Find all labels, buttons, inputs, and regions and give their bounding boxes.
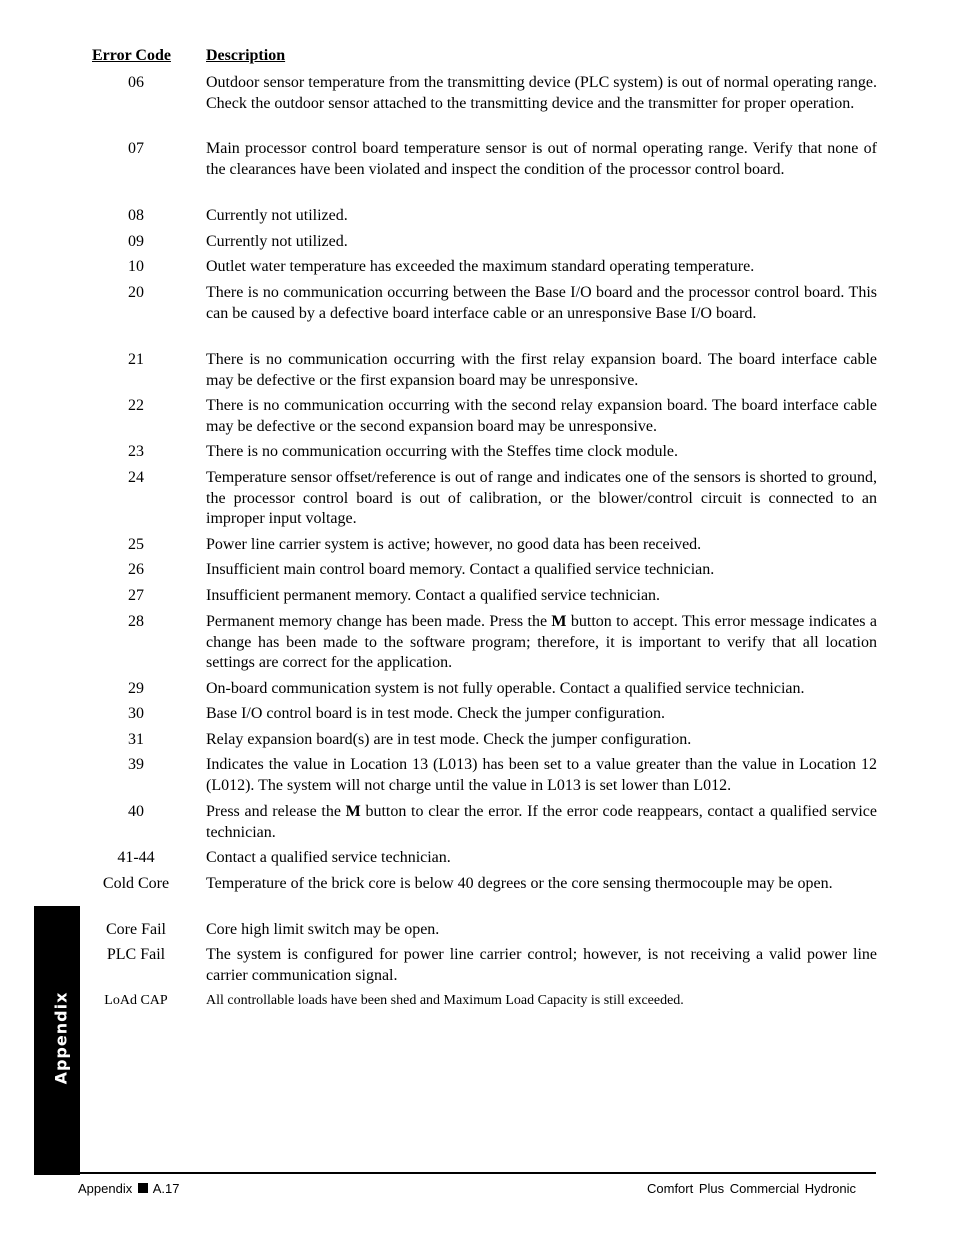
footer-page-number: A.17 [152,1181,180,1196]
error-code: 21 [128,351,144,368]
error-description [206,283,877,324]
description-text: Main processor control board temperature sensor is out of normal operating range. Verify that none of the clearances have been violated and inspect the condition of the processor control board. [206,140,877,178]
error-code: 10 [128,258,144,275]
error-description [206,232,877,253]
description-text: Insufficient permanent memory. Contact a qualified service technician. [206,587,661,604]
error-description [206,350,877,391]
error-code: 30 [128,705,144,722]
description-text: There is no communication occurring between the Base I/O board and the processor control board. This can be caused by a defective board interface cable or an unresponsive Base I/O board. [206,284,877,322]
description-text: There is no communication occurring with the first relay expansion board. The board interface cable may be defective or the first expansion board may be unresponsive. [206,351,877,389]
error-description [206,442,877,463]
error-description [206,679,877,700]
description-header: Description [206,47,286,64]
error-description [206,848,877,869]
error-code: Core Fail [106,921,166,938]
description-text: button to clear the error. If the error code reappears, contact a qualified service technician. [206,803,877,841]
error-code: 29 [128,680,144,697]
error-code: 27 [128,587,144,604]
error-description [206,560,877,581]
error-description [206,730,877,751]
description-text: Press and release the [206,803,346,820]
error-code: 31 [128,731,144,748]
error-description [206,704,877,725]
appendix-sidebar-label: Appendix [51,991,71,1085]
error-description [206,612,877,674]
bold-key-label: M [345,803,361,820]
footer-section: Appendix [78,1181,133,1196]
description-text: Currently not utilized. [206,207,348,224]
footer-page-info [78,1181,180,1196]
footer-divider [80,1172,876,1174]
description-text: Permanent memory change has been made. Press the [206,613,552,630]
error-description [206,396,877,437]
error-description [206,468,877,530]
description-text: There is no communication occurring with the Steffes time clock module. [206,443,679,460]
error-description [206,139,877,180]
error-description [206,586,877,607]
description-text: Base I/O control board is in test mode. Check the jumper configuration. [206,705,665,722]
description-text: Power line carrier system is active; however, no good data has been received. [206,536,702,553]
error-code: 08 [128,207,144,224]
error-description [206,945,877,986]
error-code: 41-44 [117,849,155,866]
error-code: 25 [128,536,144,553]
error-code: 07 [128,140,144,157]
error-code: Cold Core [102,875,170,892]
error-code: 24 [128,469,144,486]
description-text: Currently not utilized. [206,233,348,250]
error-description [206,802,877,843]
description-text: button to accept. This error message indicates a change has been made to the software program; therefore, it is important to verify that all location settings are correct for the application. [206,613,877,672]
error-code: 09 [128,233,144,250]
error-code: 20 [128,284,144,301]
bold-key-label: M [551,613,567,630]
error-code-header: Error Code [92,47,171,64]
error-code: 28 [128,613,144,630]
description-text: Indicates the value in Location 13 (L013) has been set to a value greater than the value in Location 12 (L012). The system will not charge until the value in L013 is set lower than L012. [206,756,877,794]
description-text: Outdoor sensor temperature from the transmitting device (PLC system) is out of normal operating range. Check the outdoor sensor attached to the transmitting device and the transmitter for proper operation. [206,74,877,112]
description-text: All controllable loads have been shed and Maximum Load Capacity is still exceeded. [206,993,684,1008]
error-code: PLC Fail [106,946,166,963]
error-description [206,257,877,278]
error-code: 39 [128,756,144,773]
description-text: Insufficient main control board memory. Contact a qualified service technician. [206,561,715,578]
error-code: 40 [128,803,144,820]
error-description [206,535,877,556]
error-code: 22 [128,397,144,414]
error-code: LoAd CAP [104,993,168,1008]
footer-product-name: Comfort Plus Commercial Hydronic [647,1181,856,1196]
error-description [206,991,877,1012]
description-text: Temperature sensor offset/reference is out of range and indicates one of the sensors is shorted to ground, the processor control board is out of calibration, or the blower/control circuit is connected to an improper input voltage. [206,469,877,528]
description-text: The system is configured for power line carrier control; however, is not receiving a valid power line carrier communication signal. [206,946,877,984]
description-text: Relay expansion board(s) are in test mode. Check the jumper configuration. [206,731,692,748]
square-bullet-icon [138,1183,148,1193]
error-code: 06 [128,74,144,91]
description-text: Core high limit switch may be open. [206,921,440,938]
error-description [206,73,877,114]
description-text: Outlet water temperature has exceeded the maximum standard operating temperature. [206,258,755,275]
error-description [206,920,877,941]
error-code: 26 [128,561,144,578]
description-text: Contact a qualified service technician. [206,849,451,866]
error-description [206,755,877,796]
description-text: Temperature of the brick core is below 40 degrees or the core sensing thermocouple may be open. [206,875,833,892]
error-description [206,206,877,227]
error-code: 23 [128,443,144,460]
error-description [206,874,877,895]
description-text: On-board communication system is not fully operable. Contact a qualified service technician. [206,680,805,697]
description-text: There is no communication occurring with the second relay expansion board. The board interface cable may be defective or the second expansion board may be unresponsive. [206,397,877,435]
